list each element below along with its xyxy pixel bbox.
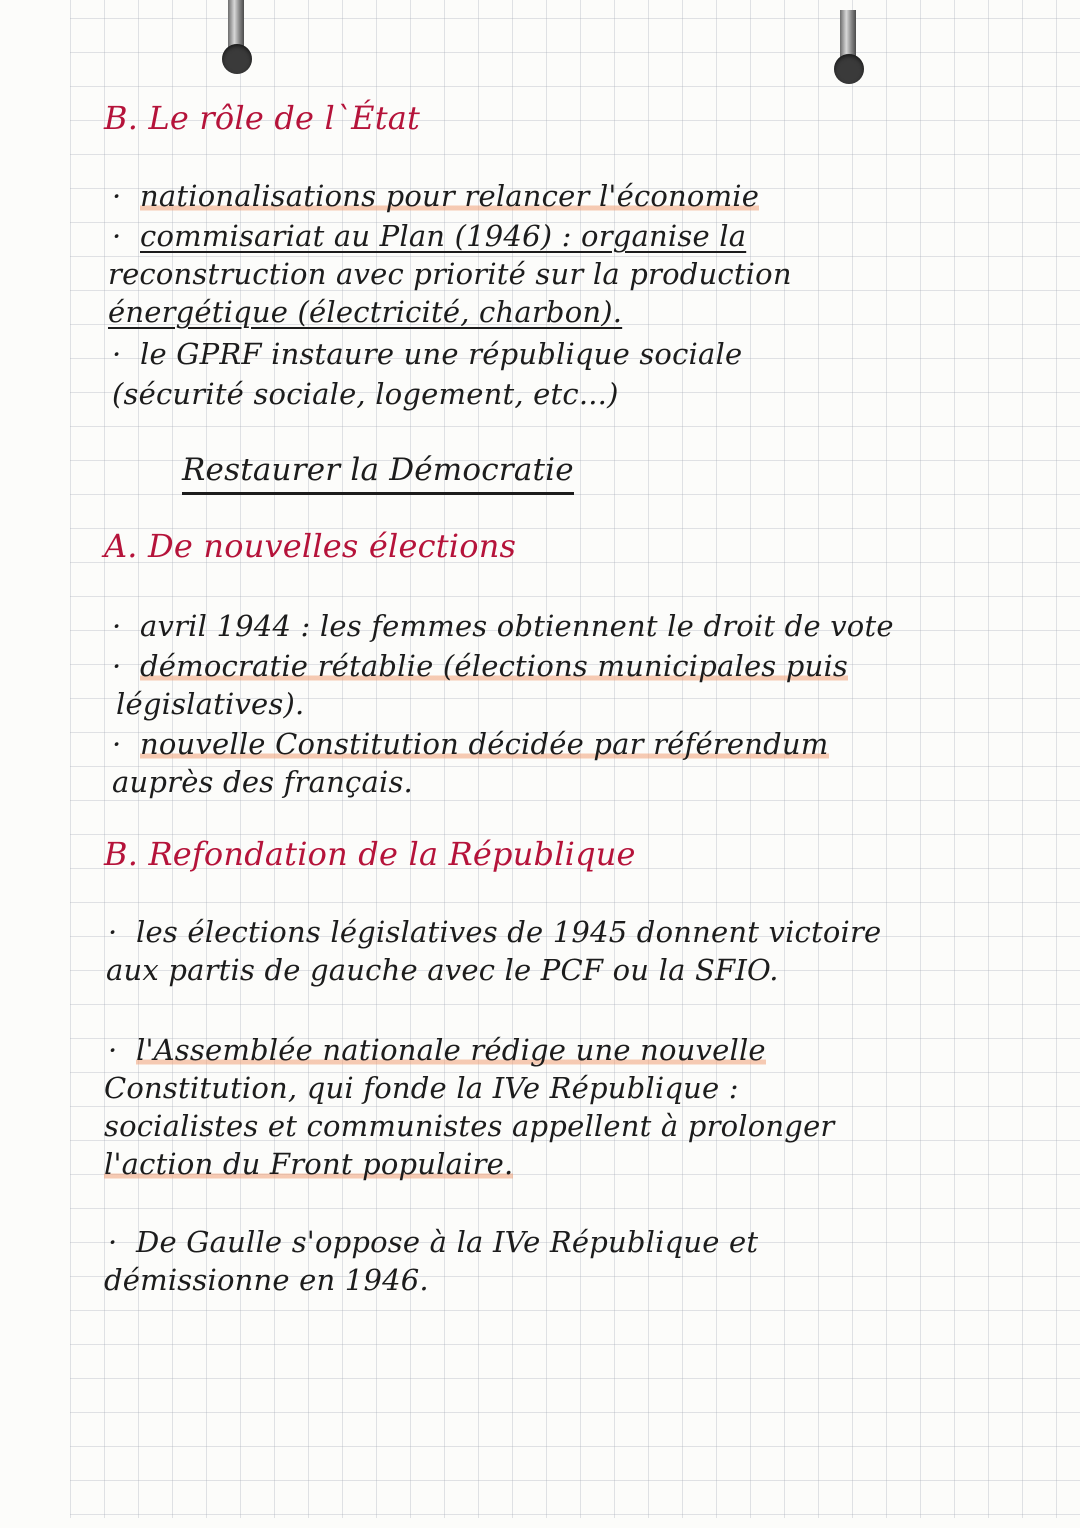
bullet-line: · démocratie rétablie (élections municipales puis <box>112 649 849 683</box>
bullet-line: · l'Assemblée nationale rédige une nouvelle <box>108 1033 766 1067</box>
bullet-line: · nouvelle Constitution décidée par référendum <box>112 727 829 761</box>
bullet-line: · De Gaulle s'oppose à la IVe République et <box>108 1225 759 1259</box>
bullet-line: · nationalisations pour relancer l'économie <box>112 179 760 213</box>
part-title: Restaurer la Démocratie <box>182 452 574 488</box>
bullet-line: · avril 1944 : les femmes obtiennent le droit de vote <box>112 609 894 643</box>
text-line: auprès des français. <box>112 765 413 799</box>
text-line: (sécurité sociale, logement, etc...) <box>112 377 619 411</box>
heading-nouvelles-elections: A. De nouvelles élections <box>104 527 517 565</box>
text-line: l'action du Front populaire. <box>104 1147 514 1181</box>
text-line: énergétique (électricité, charbon). <box>108 295 623 329</box>
text-line: reconstruction avec priorité sur la production <box>108 257 792 291</box>
text-line: aux partis de gauche avec le PCF ou la SFIO. <box>106 953 779 987</box>
text-line: Constitution, qui fonde la IVe République : <box>104 1071 739 1105</box>
text-line: législatives). <box>116 687 305 721</box>
bullet-line: · le GPRF instaure une république sociale <box>112 337 743 371</box>
binder-ring-right <box>828 10 868 84</box>
text-line: démissionne en 1946. <box>104 1263 429 1297</box>
text-line: socialistes et communistes appellent à prolonger <box>104 1109 835 1143</box>
bullet-line: · les élections législatives de 1945 donnent victoire <box>108 915 882 949</box>
binder-ring-left <box>216 0 256 74</box>
heading-refondation: B. Refondation de la République <box>104 835 636 873</box>
heading-role-etat: B. Le rôle de l`État <box>104 99 421 137</box>
bullet-line: · commisariat au Plan (1946) : organise la <box>112 219 747 253</box>
